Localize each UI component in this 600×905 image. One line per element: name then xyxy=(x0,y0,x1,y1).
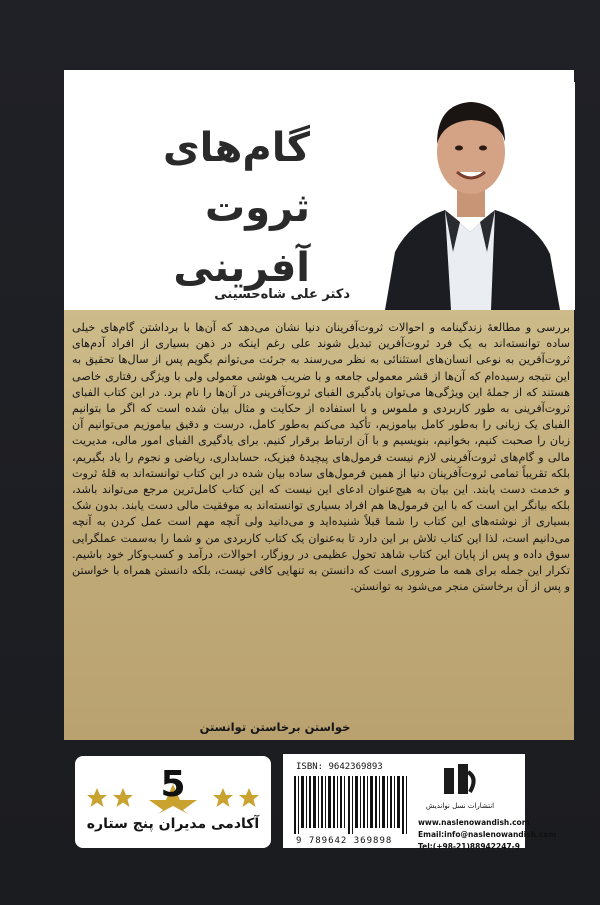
blurb-closing-line: خواستن برخاستن توانستن xyxy=(199,720,351,734)
publisher-phone: Tel:(+98-21)88942247-9 xyxy=(418,842,520,851)
blurb-text: بررسی و مطالعهٔ زندگینامه و احوالات ثروت‌آفرینان دنیا نشان می‌دهد که آن‌ها با برداشتن گام‌های خیلی ساده توانسته‌اند به یک فرد ثروت‌آفرین تبدیل شوند علی رغم اینکه در ذهن بسیاری از افراد آدم‌های ثروت‌آفرین به نوعی انسان‌های استثنائی به نظر می‌رسند به جرئت می‌توانم بگویم پس از سال‌ها تحقیق به این نتیجه رسیده‌ام که آن‌ها از قشر معمولی جامعه و با ضریب هوشی معمولی ولی با ویژگی رفتاری خاصی هستند که از جملهٔ این ویژگی‌ها می‌توان یادگیری الفبای ثروت‌آفرینی در آن‌ها را نام برد. در این کتاب الفبای ثروت‌آفرینی به طور کاربردی و ملموس و با استفاده از حکایت و مثال بیان شده است که اگر ما بتوانیم الفبای یک زبانی را به‌طور کامل بیاموزیم، تأکید می‌کنم به‌طور کامل، درست و دقیق بیاموزیم می‌توانیم آن زبان را صحبت کنیم، بخوانیم، بنویسیم و با آن ارتباط برقرار کنیم. برای یادگیری الفبای امور مالی، مدیریت مالی و گام‌های ثروت‌آفرینی لازم نیست فرمول‌های پیچیدهٔ فیزیک، حسابداری، ریاضی و نجوم را یاد بگیریم، بلکه تقریباً تمامی ثروت‌آفرینان دنیا از همین فرمول‌های ساده بیان شده در این کتاب توانسته‌اند به قلهٔ ثروت و خدمت دست یابند. این بیان به هیچ‌عنوان ادعای این نیست که این کتاب کامل‌ترین مرجع می‌تواند باشد، بلکه بیانگر این است که با این فرمول‌ها هم افراد بسیاری توانسته‌اند به موفقیت مالی دست یابند. بدون شک بسیاری از نوشته‌های این کتاب را شما قبلاً شنیده‌اید و می‌دانید ولی آنچه مهم است عمل کردن به آنچه می‌دانیم است، لذا این کتاب تلاش بر این دارد تا به‌عنوان یک کتاب کاربردی من و شما را به‌سمت عملگرایی سوق داده و پس از پایان این کتاب شاهد تحول عظیمی در روزگار، احوالات، درآمد و کسب‌وکار خود باشیم. تکرار این جمله برای همه ما ضروری است که دانستن به تنهایی کافی نیست، بلکه دانستن همراه با خواستن و پس از آن برخاستن منجر می‌شود به توانستن. xyxy=(72,321,570,594)
publisher-logo-icon xyxy=(440,762,480,800)
barcode-number: 9 789642 369898 xyxy=(296,836,393,846)
publisher-name: انتشارات نسل نواندیش xyxy=(425,802,495,810)
publisher-email[interactable]: Email:info@naslenowandish.com xyxy=(418,830,557,839)
author-name: دکتر علی شاه‌حسینی xyxy=(214,287,350,302)
academy-name: آکادمی مدیران پنج ستاره xyxy=(86,816,260,832)
book-title: گام‌های ثروت آفرینی xyxy=(162,125,310,291)
five-stars-icon xyxy=(83,762,263,814)
barcode-icon xyxy=(292,776,412,834)
publisher-website[interactable]: www.naslenowandish.com xyxy=(418,818,530,827)
author-portrait xyxy=(365,82,575,310)
academy-badge xyxy=(75,756,271,848)
badge-number: 5 xyxy=(160,764,186,805)
isbn-label: ISBN: 9642369893 xyxy=(296,762,383,772)
